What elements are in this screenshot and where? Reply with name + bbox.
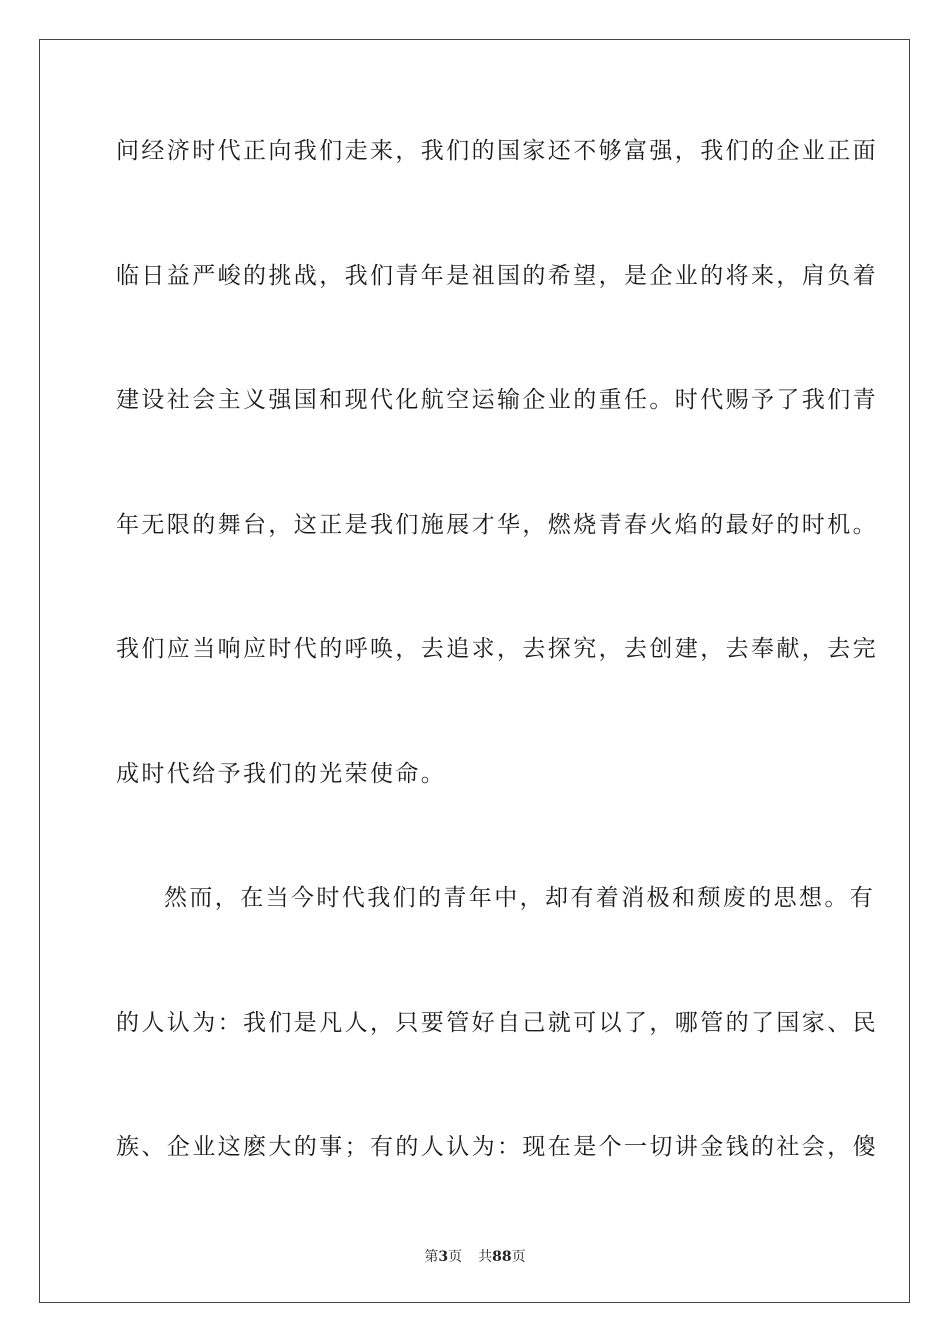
text-line: 的人认为：我们是凡人，只要管好自己就可以了，哪管的了国家、民 [116,1010,878,1036]
text-line: 我们应当响应时代的呼唤，去追求，去探究，去创建，去奉献，去完 [116,636,878,662]
total-suffix: 页 [511,1249,526,1265]
text-line: 建设社会主义强国和现代化航空运输企业的重任。时代赐予了我们青 [116,387,878,413]
paragraph-start-line: 然而，在当今时代我们的青年中，却有着消极和颓废的思想。有 [164,885,876,911]
text-line: 年无限的舞台，这正是我们施展才华，燃烧青春火焰的最好的时机。 [116,512,878,538]
page-footer [0,1248,950,1266]
text-line: 问经济时代正向我们走来，我们的国家还不够富强，我们的企业正面 [116,138,878,164]
total-prefix: 共 [478,1249,493,1265]
page-suffix: 页 [448,1249,463,1265]
text-line: 临日益严峻的挑战，我们青年是祖国的希望，是企业的将来，肩负着 [116,263,878,289]
page-frame [39,39,910,1303]
page-prefix: 第 [424,1249,439,1265]
current-page-number: 3 [438,1249,449,1265]
text-line: 成时代给予我们的光荣使命。 [116,761,447,787]
total-page-count: 88 [492,1249,512,1265]
text-line: 族、企业这麽大的事；有的人认为：现在是个一切讲金钱的社会，傻 [116,1134,878,1160]
